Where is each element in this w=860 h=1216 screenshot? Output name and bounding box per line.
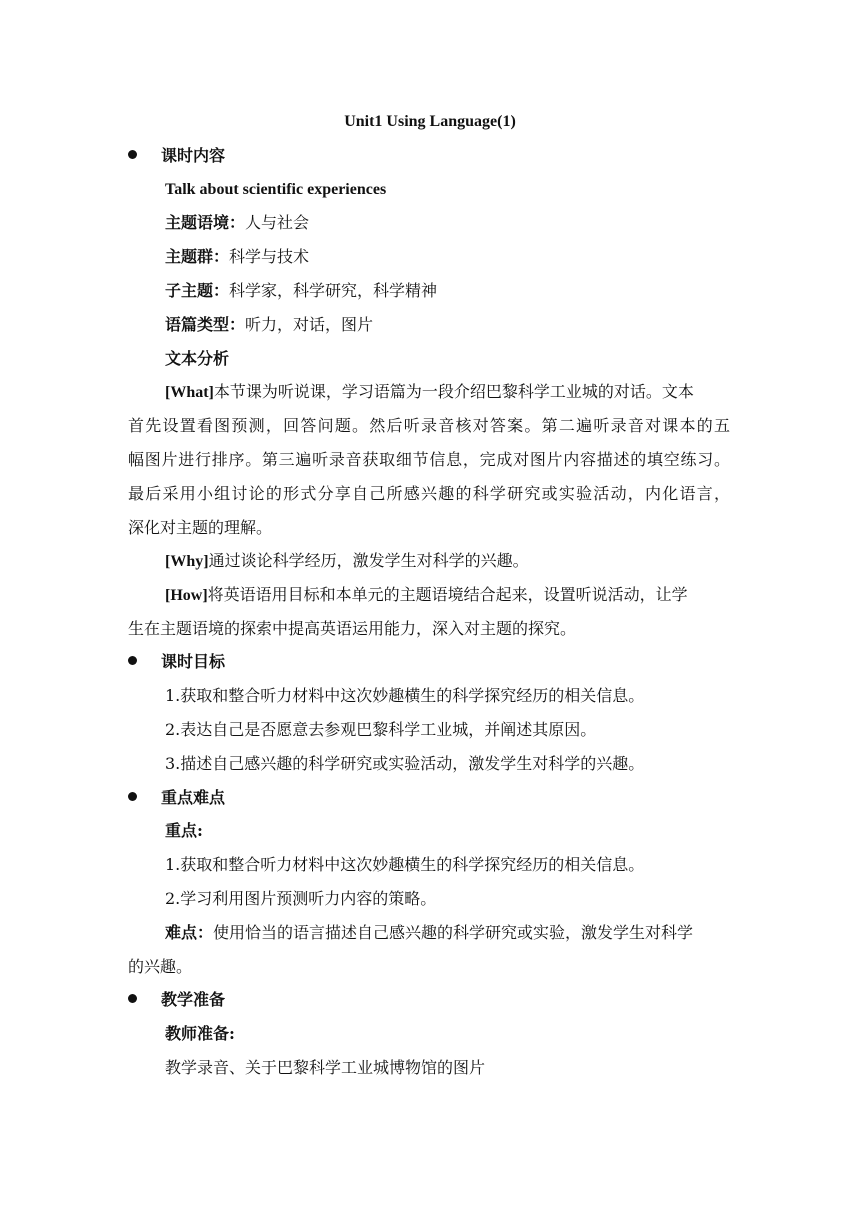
what-paragraph-line: 最后采用小组讨论的形式分享自己所感兴趣的科学研究或实验活动，内化语言， bbox=[128, 484, 730, 503]
paragraph-text: 本节课为听说课，学习语篇为一段介绍巴黎科学工业城的对话。文本 bbox=[213, 382, 694, 401]
bullet-icon bbox=[128, 656, 137, 665]
theme-group bbox=[165, 247, 309, 267]
why-paragraph bbox=[165, 551, 529, 572]
section-heading: 课时内容 bbox=[161, 146, 226, 165]
teacher-prep-label: 教师准备: bbox=[165, 1024, 235, 1043]
teacher-prep-text: 教学录音、关于巴黎科学工业城博物馆的图片 bbox=[165, 1058, 486, 1077]
how-paragraph-line bbox=[165, 585, 688, 606]
section-lesson-goals bbox=[128, 652, 225, 672]
section-heading: 教学准备 bbox=[161, 990, 226, 1009]
section-preparation bbox=[128, 990, 225, 1010]
goal-item: 2.表达自己是否愿意去参观巴黎科学工业城，并阐述其原因。 bbox=[165, 720, 597, 739]
key-label: 重点: bbox=[165, 821, 203, 840]
bullet-icon bbox=[128, 792, 137, 801]
field-label: 主题群： bbox=[165, 247, 230, 266]
field-label: 主题语境： bbox=[165, 213, 246, 232]
how-paragraph-line: 生在主题语境的探索中提高英语运用能力，深入对主题的探究。 bbox=[128, 619, 577, 638]
paragraph-text: 将英语语用目标和本单元的主题语境结合起来，设置听说活动，让学 bbox=[207, 585, 688, 604]
difficulty-label: 难点： bbox=[165, 923, 214, 942]
discourse-type bbox=[165, 315, 373, 335]
section-key-points bbox=[128, 788, 225, 808]
why-tag: [Why] bbox=[165, 553, 209, 570]
what-paragraph-line: 首先设置看图预测，回答问题。然后听录音核对答案。第二遍听录音对课本的五 bbox=[128, 416, 730, 435]
theme-context bbox=[165, 213, 309, 233]
field-label: 子主题： bbox=[165, 281, 230, 300]
what-paragraph-line: 深化对主题的理解。 bbox=[128, 518, 273, 537]
goal-item: 1.获取和整合听力材料中这次妙趣横生的科学探究经历的相关信息。 bbox=[165, 686, 645, 705]
section-lesson-content bbox=[128, 146, 225, 166]
field-value: 听力，对话，图片 bbox=[245, 315, 374, 334]
field-value: 科学家，科学研究，科学精神 bbox=[229, 281, 438, 300]
section-heading: 课时目标 bbox=[161, 652, 226, 671]
paragraph-text: 通过谈论科学经历，激发学生对科学的兴趣。 bbox=[208, 551, 529, 570]
lesson-topic: Talk about scientific experiences bbox=[165, 181, 387, 198]
bullet-icon bbox=[128, 150, 137, 159]
key-item: 1.获取和整合听力材料中这次妙趣横生的科学探究经历的相关信息。 bbox=[165, 855, 645, 874]
field-value: 科学与技术 bbox=[229, 247, 310, 266]
difficulty-line: 的兴趣。 bbox=[128, 957, 193, 976]
bullet-icon bbox=[128, 994, 137, 1003]
what-paragraph-line bbox=[165, 382, 730, 403]
field-label: 语篇类型： bbox=[165, 315, 246, 334]
what-tag: [What] bbox=[165, 384, 214, 401]
difficulty-line bbox=[165, 923, 730, 943]
paragraph-text: 使用恰当的语言描述自己感兴趣的科学研究或实验，激发学生对科学 bbox=[213, 923, 694, 942]
how-tag: [How] bbox=[165, 587, 208, 604]
key-item: 2.学习利用图片预测听力内容的策略。 bbox=[165, 889, 437, 908]
field-value: 人与社会 bbox=[245, 213, 310, 232]
goal-item: 3.描述自己感兴趣的科学研究或实验活动，激发学生对科学的兴趣。 bbox=[165, 754, 645, 773]
what-paragraph-line: 幅图片进行排序。第三遍听录音获取细节信息，完成对图片内容描述的填空练习。 bbox=[128, 450, 730, 469]
section-heading: 重点难点 bbox=[161, 788, 226, 807]
sub-theme bbox=[165, 281, 437, 301]
page-title: Unit1 Using Language(1) bbox=[344, 113, 516, 130]
text-analysis-heading: 文本分析 bbox=[165, 349, 230, 368]
